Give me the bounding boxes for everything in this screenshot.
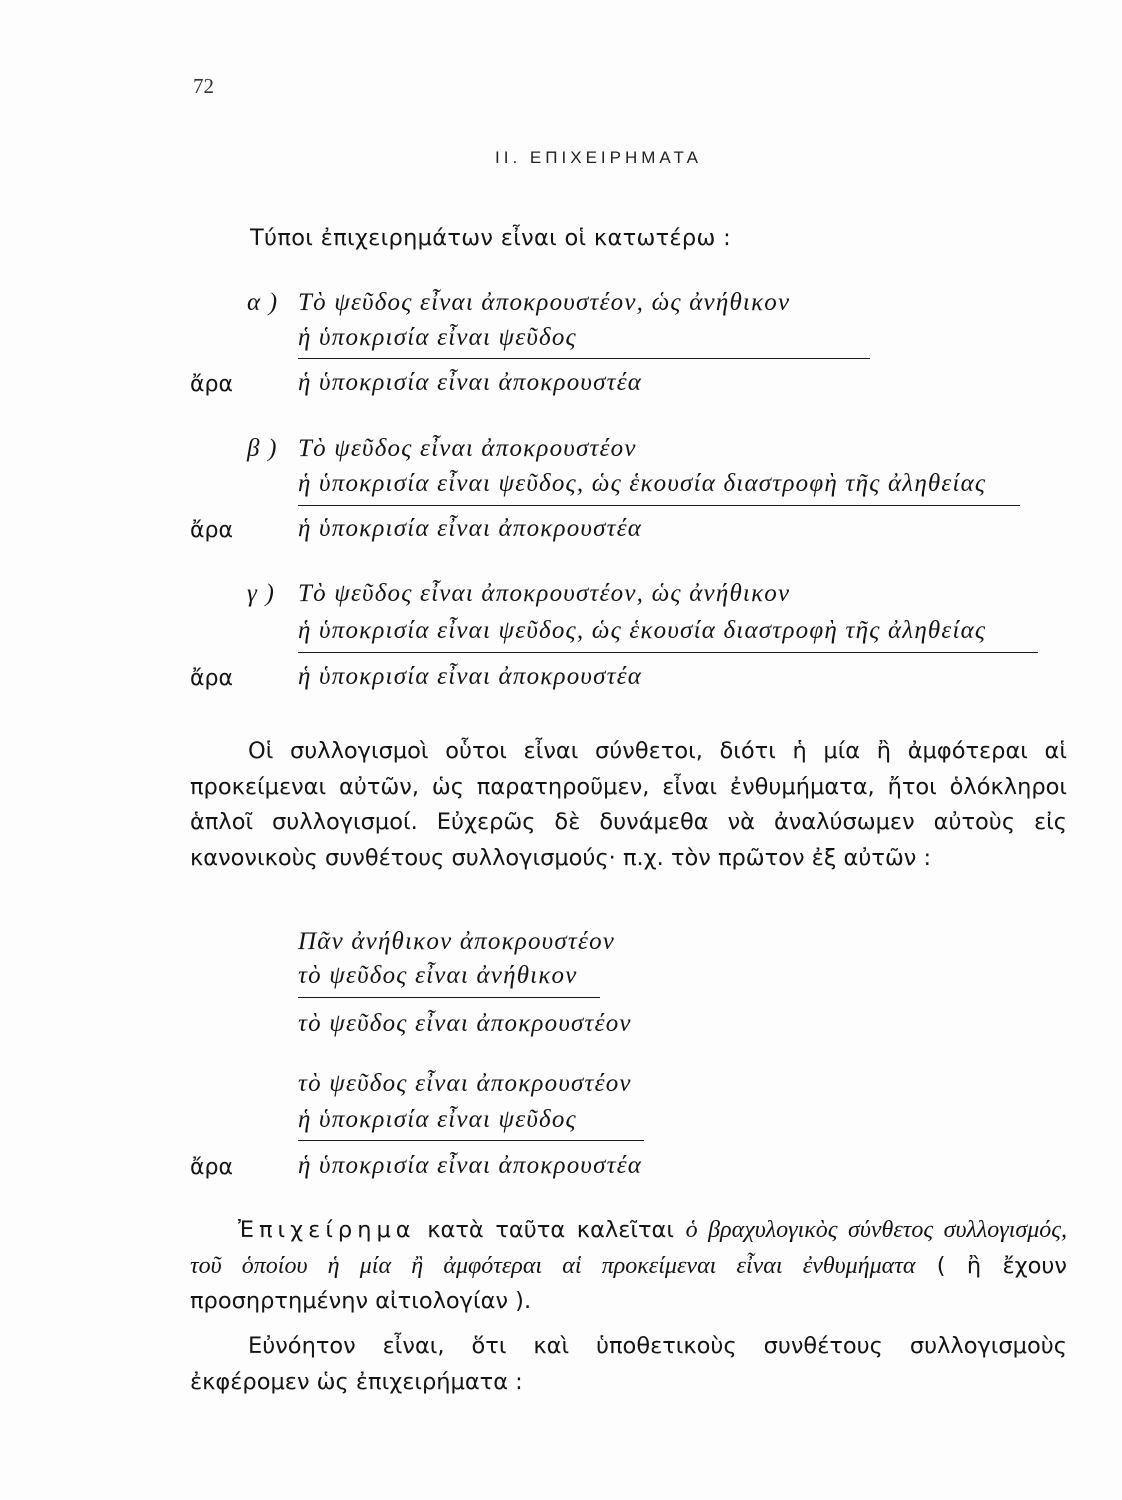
analysis-2-premise-major: τὸ ψεῦδος εἶναι ἀποκρουστέον bbox=[298, 1070, 632, 1097]
example-c-conclusion: ἡ ὑποκρισία εἶναι ἀποκρουστέα bbox=[298, 663, 643, 690]
analysis-2-rule bbox=[298, 1140, 644, 1141]
defined-term: Ἐπιχείρημα bbox=[238, 1217, 416, 1243]
example-b-rule bbox=[298, 505, 1020, 506]
example-a-premise-major: Τὸ ψεῦδος εἶναι ἀποκρουστέον, ὡς ἀνήθικον bbox=[298, 289, 791, 316]
example-b-premise-major: Τὸ ψεῦδος εἶναι ἀποκρουστέον bbox=[298, 435, 637, 462]
intro-sentence: Τύποι ἐπιχειρημάτων εἶναι οἱ κατωτέρω : bbox=[250, 225, 731, 251]
analysis-2-ara: ἄρα bbox=[190, 1155, 233, 1180]
analysis-2-conclusion: ἡ ὑποκρισία εἶναι ἀποκρουστέα bbox=[298, 1152, 643, 1179]
example-a-premise-minor: ἡ ὑποκρισία εἶναι ψεῦδος bbox=[298, 324, 577, 351]
analysis-1-premise-major: Πᾶν ἀνήθικον ἀποκρουστέον bbox=[298, 928, 616, 955]
example-c-label: γ ) bbox=[247, 580, 276, 607]
analysis-2-premise-minor: ἡ ὑποκρισία εἶναι ψεῦδος bbox=[298, 1106, 577, 1133]
example-c-ara: ἄρα bbox=[190, 666, 233, 691]
definition-connective: κατὰ ταῦτα καλεῖται bbox=[415, 1217, 686, 1243]
paragraph-definition bbox=[190, 1213, 1067, 1320]
analysis-1-rule bbox=[298, 997, 600, 998]
analysis-1-conclusion: τὸ ψεῦδος εἶναι ἀποκρουστέον bbox=[298, 1010, 632, 1037]
section-heading: II. ΕΠΙΧΕΙΡΗΜΑΤΑ bbox=[495, 148, 702, 167]
page-number: 72 bbox=[193, 74, 214, 98]
example-b-ara: ἄρα bbox=[190, 518, 233, 543]
example-a-ara: ἄρα bbox=[190, 372, 233, 397]
analysis-1-premise-minor: τὸ ψεῦδος εἶναι ἀνήθικον bbox=[298, 962, 578, 989]
example-c-premise-major: Τὸ ψεῦδος εἶναι ἀποκρουστέον, ὡς ἀνήθικον bbox=[298, 580, 791, 607]
paragraph-hypothetical: Εὐνόητον εἶναι, ὅτι καὶ ὑποθετικοὺς συνθέτους συλλογισμοὺς ἐκφέρομεν ὡς ἐπιχειρήματα : bbox=[190, 1333, 1067, 1395]
example-c-premise-minor: ἡ ὑποκρισία εἶναι ψεῦδος, ὡς ἑκουσία διαστροφὴ τῆς ἀληθείας bbox=[298, 617, 987, 644]
example-a-rule bbox=[298, 358, 870, 359]
paragraph-composite-syllogisms: Οἱ συλλογισμοὶ οὗτοι εἶναι σύνθετοι, διότι ἡ μία ἢ ἀμφότεραι αἱ προκείμεναι αὐτῶν, ὡς παρατηροῦμεν, εἶναι ἐνθυμήματα, ἤτοι ὁλόκληροι ἁπλοῖ συλλογισμοί. Εὐχερῶς δὲ δυνάμεθα νὰ ἀναλύσωμεν αὐτοὺς εἰς κανονικοὺς συνθέτους συλλογισμούς· π.χ. τὸν πρῶτον ἐξ αὐτῶν : bbox=[190, 738, 1067, 871]
example-b-label: β ) bbox=[247, 435, 278, 462]
example-c-rule bbox=[298, 652, 1038, 653]
example-a-label: α ) bbox=[247, 289, 279, 316]
example-a-conclusion: ἡ ὑποκρισία εἶναι ἀποκρουστέα bbox=[298, 369, 643, 396]
example-b-conclusion: ἡ ὑποκρισία εἶναι ἀποκρουστέα bbox=[298, 515, 643, 542]
definition-italic: ὁ βραχυλογικὸς σύνθετος συλλογισμός, τοῦ ὁποίου ἡ μία ἢ ἀμφότεραι αἱ προκείμεναι εἶναι ἐνθυμήματα bbox=[190, 1217, 1067, 1279]
example-b-premise-minor: ἡ ὑποκρισία εἶναι ψεῦδος, ὡς ἑκουσία διαστροφὴ τῆς ἀληθείας bbox=[298, 470, 987, 497]
definition-tail: ( ἢ ἔχουν προσηρτημένην αἰτιολογίαν ). bbox=[190, 1252, 1067, 1314]
